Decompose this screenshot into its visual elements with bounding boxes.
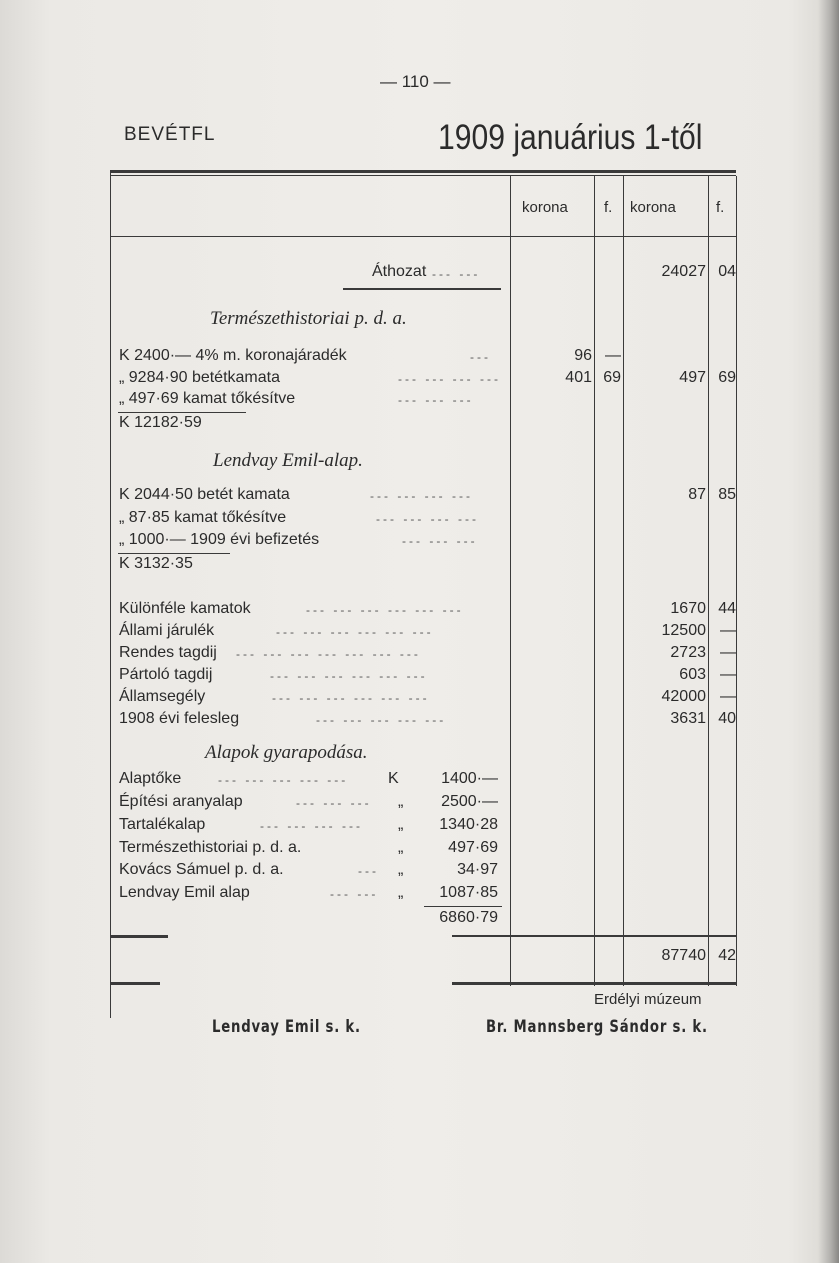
misc-row-dots: --- --- --- --- --- --- --- (236, 647, 421, 661)
misc-row-dots: --- --- --- --- --- --- (306, 603, 464, 617)
total-rule (110, 935, 168, 938)
natural-history-korona: 401 (565, 369, 592, 386)
lendvay-dots: --- --- --- (402, 534, 478, 548)
grand-total-korona: 87740 (661, 947, 706, 964)
funds-total: 6860·79 (439, 909, 498, 926)
column-header-filler: f. (604, 199, 613, 216)
fund-row-mark: K (388, 770, 399, 787)
column-divider (510, 176, 511, 986)
fund-row-mark: „ (398, 861, 404, 878)
fund-row-dots: --- --- --- --- --- (218, 773, 349, 787)
museum-name: Erdélyi múzeum (594, 991, 702, 1008)
period-title: 1909 januárius 1-től (438, 118, 703, 157)
natural-history-dots: --- --- --- (398, 393, 474, 407)
misc-row-korona: 1670 (670, 600, 706, 617)
lendvay-dots: --- --- --- --- (376, 512, 479, 526)
lendvay-sum-korona: 87 (688, 486, 706, 503)
carry-over-korona: 24027 (661, 263, 706, 280)
fund-row-label: Építési aranyalap (119, 793, 243, 810)
fund-row-amount: 1087·85 (439, 884, 498, 901)
section-title: BEVÉTFL (124, 124, 216, 145)
misc-row-korona: 2723 (670, 644, 706, 661)
misc-row-label: Különféle kamatok (119, 600, 251, 617)
signature-left: Lendvay Emil s. k. (212, 1017, 361, 1037)
misc-row-korona: 3631 (670, 710, 706, 727)
funds-underline (424, 906, 502, 907)
bottom-rule (452, 982, 736, 985)
natural-history-sum-filler: 69 (718, 369, 736, 386)
natural-history-heading: Természethistoriai p. d. a. (210, 308, 407, 329)
lendvay-dots: --- --- --- --- (370, 489, 473, 503)
natural-history-line: „ 497·69 kamat tőkésítve (119, 390, 296, 407)
misc-row-filler: 44 (718, 600, 736, 617)
right-border (736, 176, 737, 986)
left-border (110, 173, 111, 1018)
misc-row-dots: --- --- --- --- --- --- (272, 691, 430, 705)
carry-over-dots: --- --- (432, 267, 481, 281)
fund-row-amount: 497·69 (448, 839, 498, 856)
natural-history-korona: 96 (574, 347, 592, 364)
natural-history-line: K 2400·— 4% m. koronajáradék (119, 347, 347, 364)
misc-row-label: Államsegély (119, 688, 206, 705)
fund-row-amount: 1340·28 (439, 816, 498, 833)
column-divider (708, 176, 709, 986)
misc-row-filler: — (720, 666, 736, 683)
grand-total-filler: 42 (718, 947, 736, 964)
natural-history-filler: 69 (603, 369, 621, 386)
lendvay-line: K 2044·50 betét kamata (119, 486, 290, 503)
lendvay-total: K 3132·35 (119, 555, 193, 572)
fund-row-mark: „ (398, 839, 404, 856)
misc-row-korona: 42000 (661, 688, 706, 705)
fund-row-amount: 2500·— (441, 793, 498, 810)
fund-row-label: Lendvay Emil alap (119, 884, 250, 901)
misc-row-label: Rendes tagdij (119, 644, 217, 661)
misc-row-label: Pártoló tagdij (119, 666, 213, 683)
natural-history-underline (118, 412, 246, 413)
lendvay-line: „ 87·85 kamat tőkésítve (119, 509, 287, 526)
natural-history-sum-korona: 497 (679, 369, 706, 386)
page-number: — 110 — (380, 72, 451, 91)
fund-row-mark: „ (398, 884, 404, 901)
misc-row-dots: --- --- --- --- --- (316, 713, 447, 727)
natural-history-dots: --- (470, 350, 491, 364)
signature-right: Br. Mannsberg Sándor s. k. (486, 1017, 708, 1037)
misc-row-filler: — (720, 688, 736, 705)
lendvay-line: „ 1000·— 1909 évi befizetés (119, 531, 320, 548)
fund-row-amount: 34·97 (457, 861, 498, 878)
top-rule (110, 170, 736, 173)
fund-row-label: Természethistoriai p. d. a. (119, 839, 302, 856)
fund-row-dots: --- (358, 864, 379, 878)
total-rule (452, 935, 736, 937)
fund-row-dots: --- --- (330, 887, 379, 901)
fund-row-dots: --- --- --- (296, 796, 372, 810)
lendvay-sum-filler: 85 (718, 486, 736, 503)
fund-row-mark: „ (398, 816, 404, 833)
natural-history-line: „ 9284·90 betétkamata (119, 369, 280, 386)
column-header-filler: f. (716, 199, 725, 216)
header-rule (110, 236, 736, 237)
bottom-rule (110, 982, 160, 985)
carry-over-underline (343, 288, 501, 290)
misc-row-dots: --- --- --- --- --- --- (276, 625, 434, 639)
natural-history-filler: — (605, 347, 621, 364)
column-header-korona: korona (522, 199, 568, 216)
funds-heading: Alapok gyarapodása. (205, 742, 368, 763)
misc-row-filler: — (720, 644, 736, 661)
fund-row-mark: „ (398, 793, 404, 810)
fund-row-label: Alaptőke (119, 770, 182, 787)
natural-history-dots: --- --- --- --- (398, 372, 501, 386)
top-rule-thin (110, 175, 736, 176)
misc-row-korona: 603 (679, 666, 706, 683)
misc-row-label: 1908 évi felesleg (119, 710, 240, 727)
carry-over-label: Áthozat (372, 263, 427, 280)
natural-history-total: K 12182·59 (119, 414, 202, 431)
lendvay-heading: Lendvay Emil-alap. (213, 450, 363, 471)
column-divider (623, 176, 624, 986)
column-divider (594, 176, 595, 986)
column-header-korona: korona (630, 199, 676, 216)
misc-row-filler: — (720, 622, 736, 639)
misc-row-label: Állami járulék (119, 622, 215, 639)
fund-row-label: Kovács Sámuel p. d. a. (119, 861, 284, 878)
binding-shadow (818, 0, 839, 1263)
lendvay-underline (118, 553, 230, 554)
fund-row-label: Tartalékalap (119, 816, 206, 833)
fund-row-amount: 1400·— (441, 770, 498, 787)
fund-row-dots: --- --- --- --- (260, 819, 363, 833)
misc-row-dots: --- --- --- --- --- --- (270, 669, 428, 683)
misc-row-korona: 12500 (661, 622, 706, 639)
misc-row-filler: 40 (718, 710, 736, 727)
carry-over-filler: 04 (718, 263, 736, 280)
